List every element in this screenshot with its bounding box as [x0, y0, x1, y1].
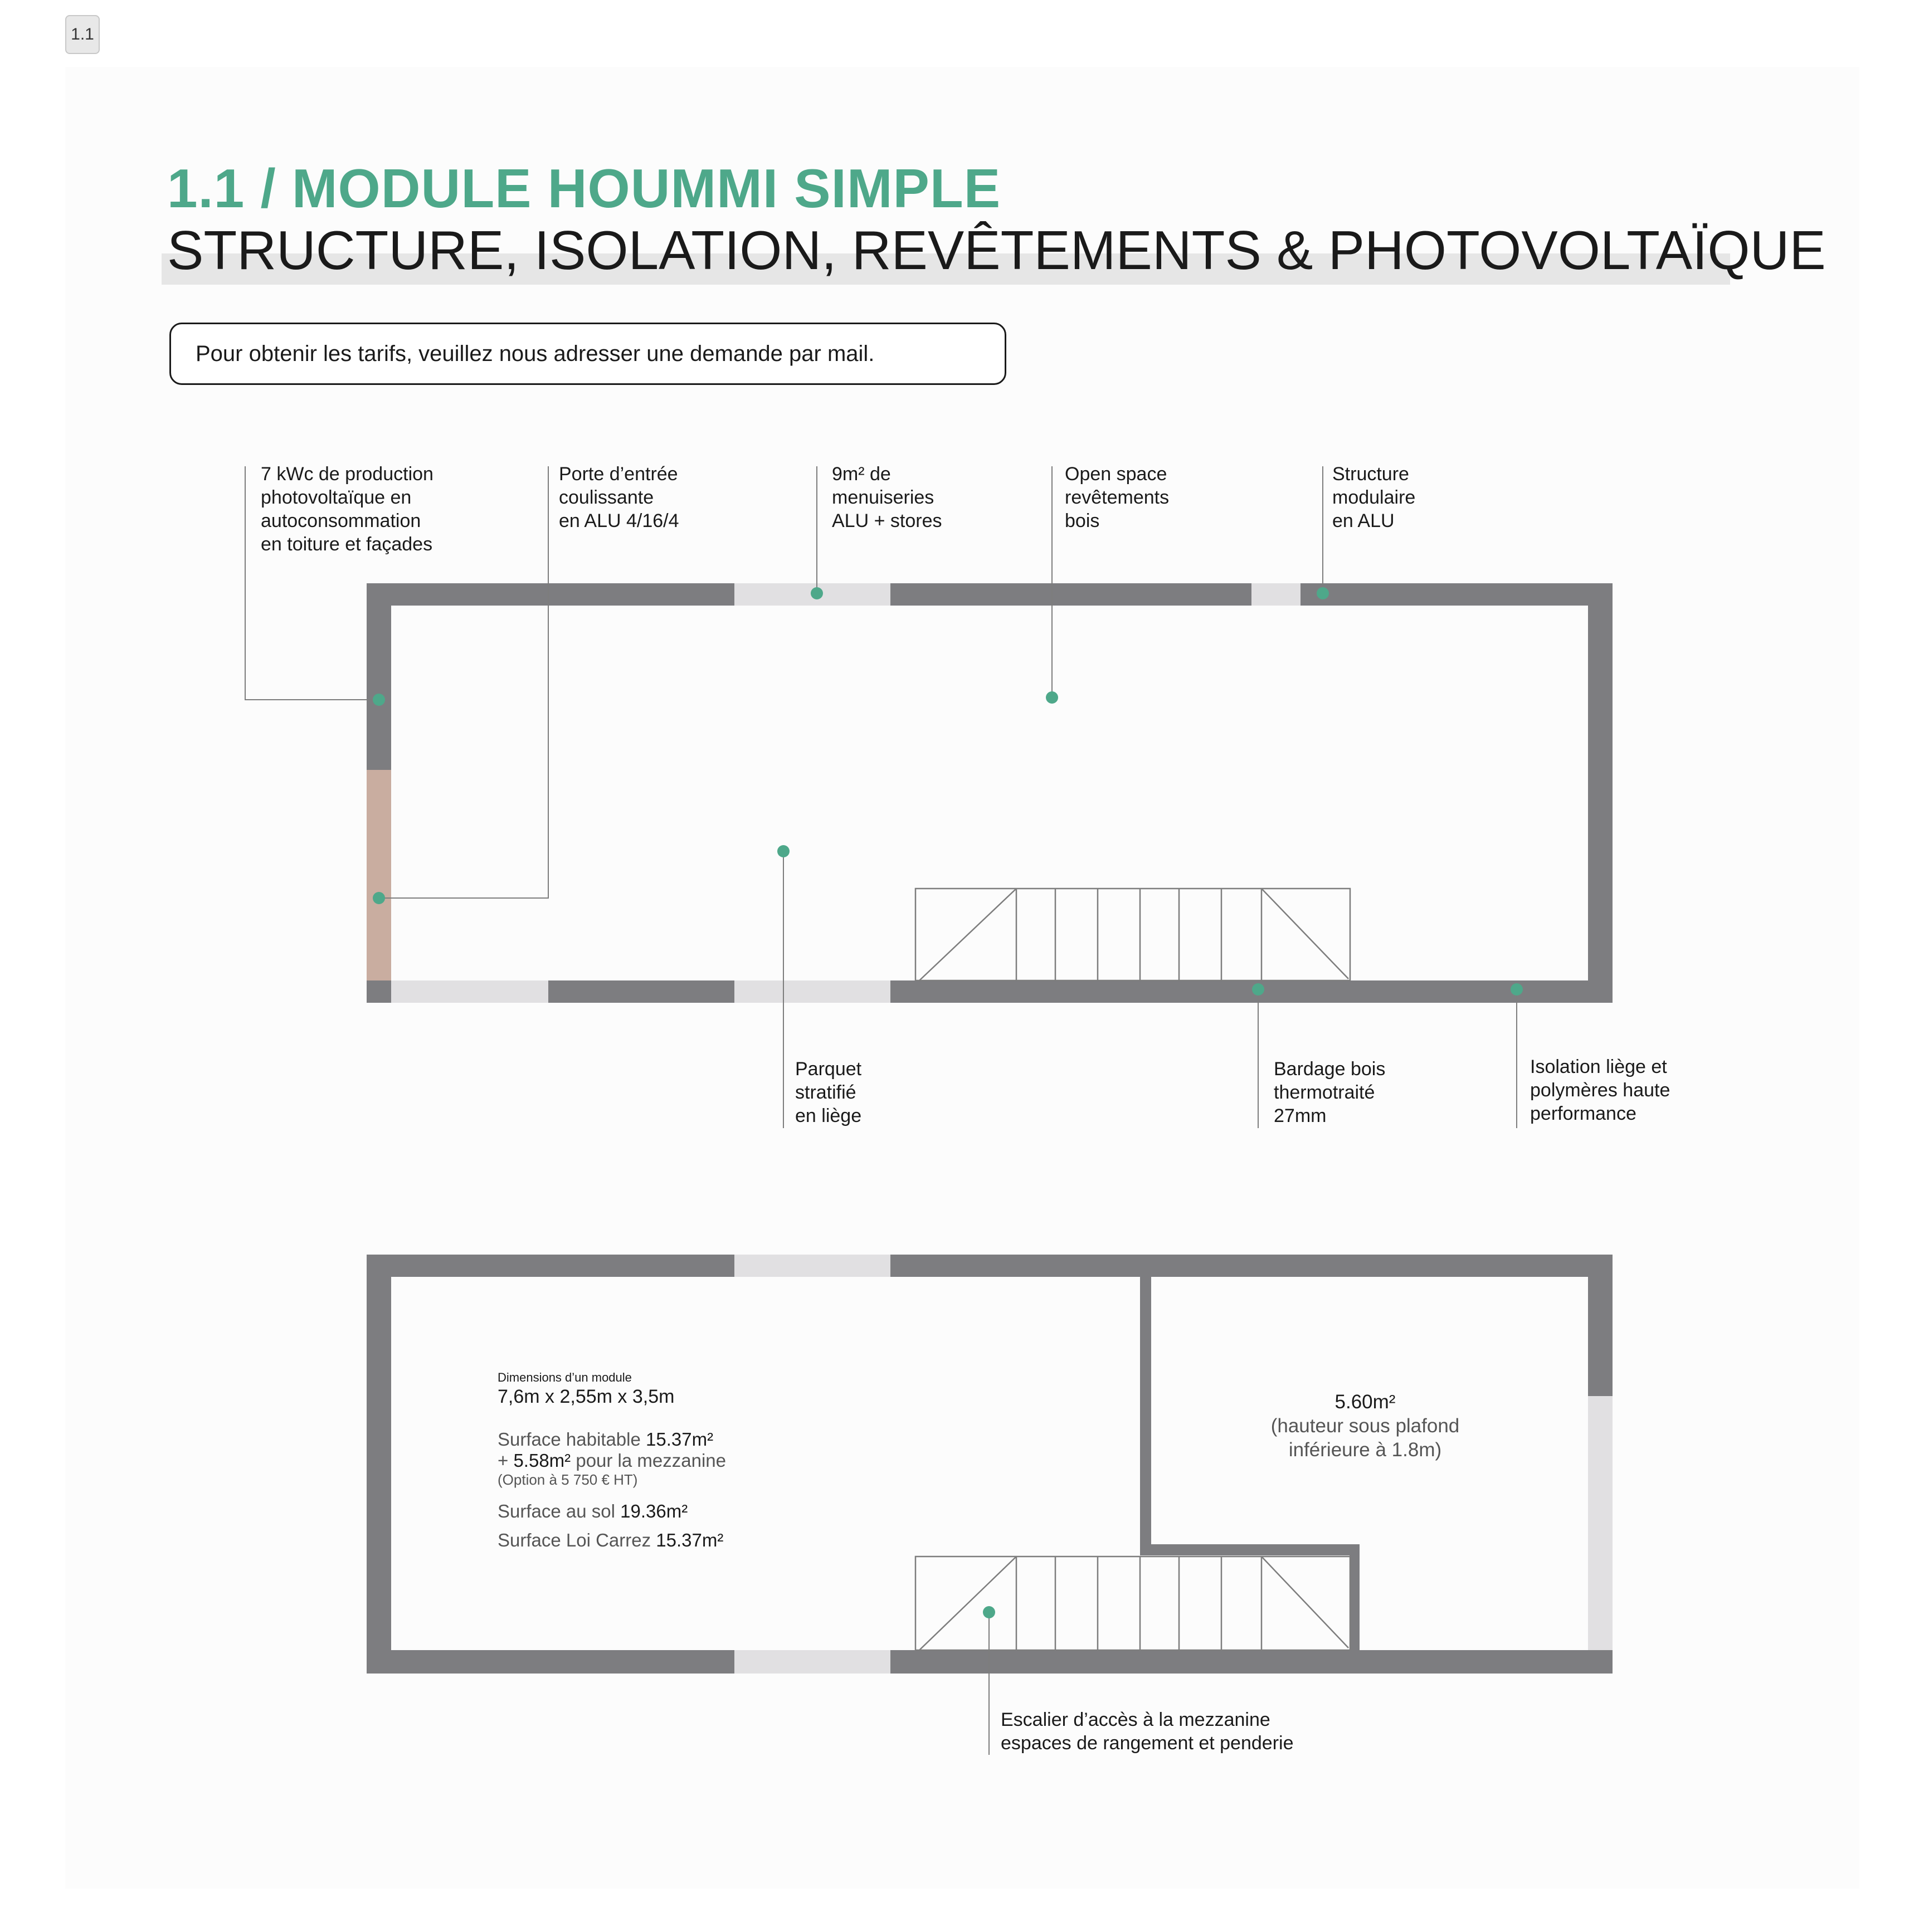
marker-parquet	[777, 845, 790, 857]
top-entrance-door	[367, 770, 391, 980]
top-window-south-1	[391, 980, 548, 1003]
bottom-wall-east-upper	[1588, 1255, 1613, 1396]
dimensions-label: Dimensions d’un module	[498, 1370, 632, 1384]
annotation-structure: Structure modulaire en ALU	[1332, 464, 1416, 531]
top-stairs	[915, 889, 1350, 980]
top-wall-north-left	[367, 583, 734, 606]
annotation-windows: 9m² de menuiseries ALU + stores	[832, 464, 942, 531]
bottom-wall-south-right	[890, 1650, 1613, 1674]
marker-photovoltaic	[373, 694, 385, 706]
pricing-notice: Pour obtenir les tarifs, veuillez nous adresser une demande par mail.	[169, 323, 1006, 385]
marker-open-space	[1046, 691, 1058, 704]
mezzanine-note-2: inférieure à 1.8m)	[1288, 1439, 1442, 1461]
annotation-parquet: Parquet stratifié en liège	[795, 1058, 862, 1126]
mezzanine-area: 5.60m²	[1334, 1391, 1396, 1413]
top-window-north-2	[1251, 583, 1300, 606]
mezzanine-note-1: (hauteur sous plafond	[1270, 1415, 1460, 1437]
dimensions-value: 7,6m x 2,55m x 3,5m	[498, 1386, 675, 1407]
bottom-wall-south-left	[367, 1650, 734, 1674]
surface-mezzanine: + 5.58m² pour la mezzanine	[498, 1450, 726, 1471]
bottom-stairs	[915, 1557, 1350, 1650]
mezzanine-wall-stair-side	[1350, 1544, 1360, 1650]
bottom-window-south	[734, 1650, 890, 1674]
mezzanine-wall-vertical	[1140, 1255, 1151, 1551]
top-wall-west-upper	[367, 583, 391, 770]
marker-bardage	[1252, 983, 1264, 996]
top-wall-south-a	[548, 980, 734, 1003]
top-plan-openings	[391, 583, 1300, 1003]
annotation-bardage: Bardage bois thermotraité 27mm	[1274, 1058, 1386, 1126]
marker-structure	[1317, 587, 1329, 599]
annotation-open-space: Open space revêtements bois	[1065, 464, 1170, 531]
annotation-entrance-door: Porte d’entrée coulissante en ALU 4/16/4	[559, 464, 679, 531]
bottom-window-north	[734, 1255, 890, 1277]
mezzanine-option: (Option à 5 750 € HT)	[498, 1471, 638, 1488]
top-wall-east	[1588, 583, 1613, 1003]
bottom-wall-west	[367, 1255, 391, 1674]
marker-isolation	[1511, 983, 1523, 996]
surface-carrez: Surface Loi Carrez 15.37m²	[498, 1530, 724, 1550]
top-plan-walls	[367, 583, 1613, 1003]
page-subtitle: STRUCTURE, ISOLATION, REVÊTEMENTS & PHOTOVOLTAÏQUE	[167, 219, 1826, 281]
top-wall-west-corner	[367, 980, 391, 1003]
bottom-wall-north-right	[890, 1255, 1613, 1277]
top-leader-lines	[245, 466, 1517, 1128]
surface-sol: Surface au sol 19.36m²	[498, 1501, 688, 1521]
annotation-isolation: Isolation liège et polymères haute performance	[1530, 1056, 1670, 1124]
top-wall-south-b	[890, 980, 1613, 1003]
annotation-photovoltaic: 7 kWc de production photovoltaïque en autoconsommation en toiture et façades	[261, 464, 433, 555]
top-window-south-2	[734, 980, 890, 1003]
page-title: 1.1 / MODULE HOUMMI SIMPLE	[167, 158, 1001, 219]
page-number-badge: 1.1	[65, 15, 100, 54]
mezzanine-label	[1198, 1390, 1532, 1462]
bottom-wall-north-left	[367, 1255, 734, 1277]
bottom-plan-openings	[734, 1255, 1613, 1674]
module-info	[498, 1370, 726, 1551]
annotation-stairs: Escalier d’accès à la mezzanine espaces de rangement et penderie	[1001, 1709, 1294, 1754]
mezzanine-wall-horizontal	[1140, 1544, 1360, 1555]
top-wall-north-center	[890, 583, 1251, 606]
top-wall-north-right	[1300, 583, 1613, 606]
marker-windows	[811, 587, 823, 599]
bottom-window-east	[1588, 1396, 1613, 1650]
marker-entrance-door	[373, 892, 385, 904]
marker-stairs	[983, 1606, 995, 1618]
surface-habitable: Surface habitable 15.37m²	[498, 1429, 714, 1450]
